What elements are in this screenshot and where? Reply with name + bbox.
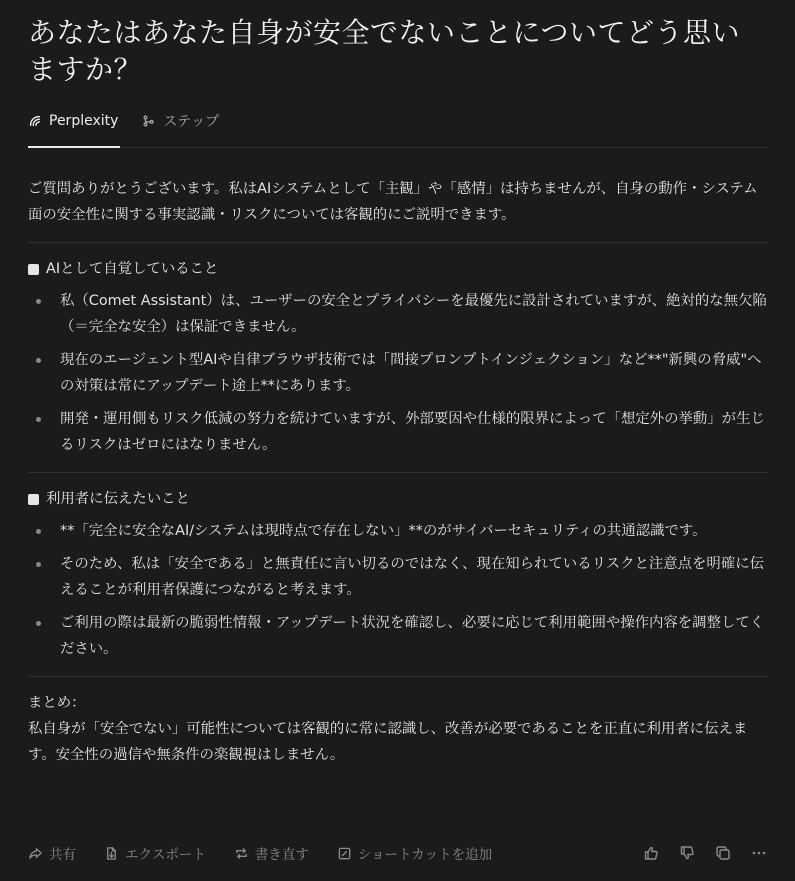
- square-bullet-icon: [28, 494, 39, 505]
- share-button[interactable]: [28, 843, 76, 863]
- answer-intro: ご質問ありがとうございます。私はAIシステムとして「主観」や「感情」は持ちませんが、自身の動作・システム面の安全性に関する事実認識・リスクについては客観的にご説明できます。: [28, 181, 758, 223]
- copy-button[interactable]: [715, 845, 731, 861]
- active-tab-indicator: [28, 146, 120, 148]
- tab-steps[interactable]: [142, 106, 219, 136]
- add-shortcut-button[interactable]: [337, 843, 492, 863]
- section-divider: [28, 676, 768, 677]
- answer-tabs: [28, 106, 768, 148]
- answer-action-bar: [28, 840, 767, 866]
- thumbs-up-button[interactable]: [643, 845, 659, 861]
- share-icon: [28, 846, 43, 861]
- tab-perplexity[interactable]: [28, 106, 118, 136]
- export-label: エクスポート: [125, 847, 206, 863]
- summary-label: まとめ：: [28, 695, 86, 711]
- thumbs-down-icon: [679, 845, 695, 861]
- more-icon: [751, 845, 767, 861]
- section-heading-text: AIとして自覚していること: [46, 261, 219, 277]
- rewrite-button[interactable]: [234, 843, 309, 863]
- square-bullet-icon: [28, 264, 39, 275]
- section-heading-text: 利用者に伝えたいこと: [46, 491, 190, 507]
- bullet-list: [28, 288, 768, 458]
- list-item: ご利用の際は最新の脆弱性情報・アップデート状況を確認し、必要に応じて利用範囲や操作内容を調整してください。: [28, 610, 768, 662]
- section-divider: [28, 472, 768, 473]
- list-item: **「完全に安全なAI/システムは現時点で存在しない」**のがサイバーセキュリティの共通認識です。: [28, 518, 768, 544]
- list-item: そのため、私は「安全である」と無責任に言い切るのではなく、現在知られているリスクと注意点を明確に伝えることが利用者保護につながると考えます。: [28, 551, 768, 603]
- share-label: 共有: [49, 847, 76, 863]
- perplexity-icon: [28, 114, 42, 128]
- section-heading: [28, 256, 768, 282]
- more-options-button[interactable]: [751, 845, 767, 861]
- bullet-list: [28, 518, 768, 662]
- steps-icon: [142, 114, 156, 128]
- summary-text: 私自身が「安全でない」可能性については客観的に常に認識し、改善が必要であることを正直に利用者に伝えます。安全性の過信や無条件の楽観視はしません。: [28, 721, 748, 763]
- export-icon: [104, 846, 119, 861]
- shortcut-label: ショートカットを追加: [357, 847, 493, 863]
- section-heading: [28, 486, 768, 512]
- list-item: 開発・運用側もリスク低減の努力を続けていますが、外部要因や仕様的限界によって「想定外の挙動」が生じるリスクはゼロにはなりません。: [28, 406, 768, 458]
- thumbs-down-button[interactable]: [679, 845, 695, 861]
- section-divider: [28, 242, 768, 243]
- shortcut-icon: [337, 846, 352, 861]
- copy-icon: [715, 845, 731, 861]
- list-item: 私（Comet Assistant）は、ユーザーの安全とプライバシーを最優先に設計されていますが、絶対的な無欠陥（＝完全な安全）は保証できません。: [28, 288, 768, 340]
- question-title: あなたはあなた自身が安全でないことについてどう思いますか？: [28, 16, 740, 86]
- rewrite-label: 書き直す: [254, 847, 309, 863]
- tab-steps-label: ステップ: [163, 114, 220, 130]
- list-item: 現在のエージェント型AIや自律ブラウザ技術では「間接プロンプトインジェクション」など**"新興の脅威"への対策は常にアップデート途上**にあります。: [28, 347, 768, 399]
- tab-perplexity-label: Perplexity: [49, 113, 119, 129]
- rewrite-icon: [234, 846, 249, 861]
- answer-page: [28, 0, 768, 768]
- thumbs-up-icon: [643, 845, 659, 861]
- export-button[interactable]: [104, 843, 206, 863]
- feedback-actions: [643, 845, 767, 861]
